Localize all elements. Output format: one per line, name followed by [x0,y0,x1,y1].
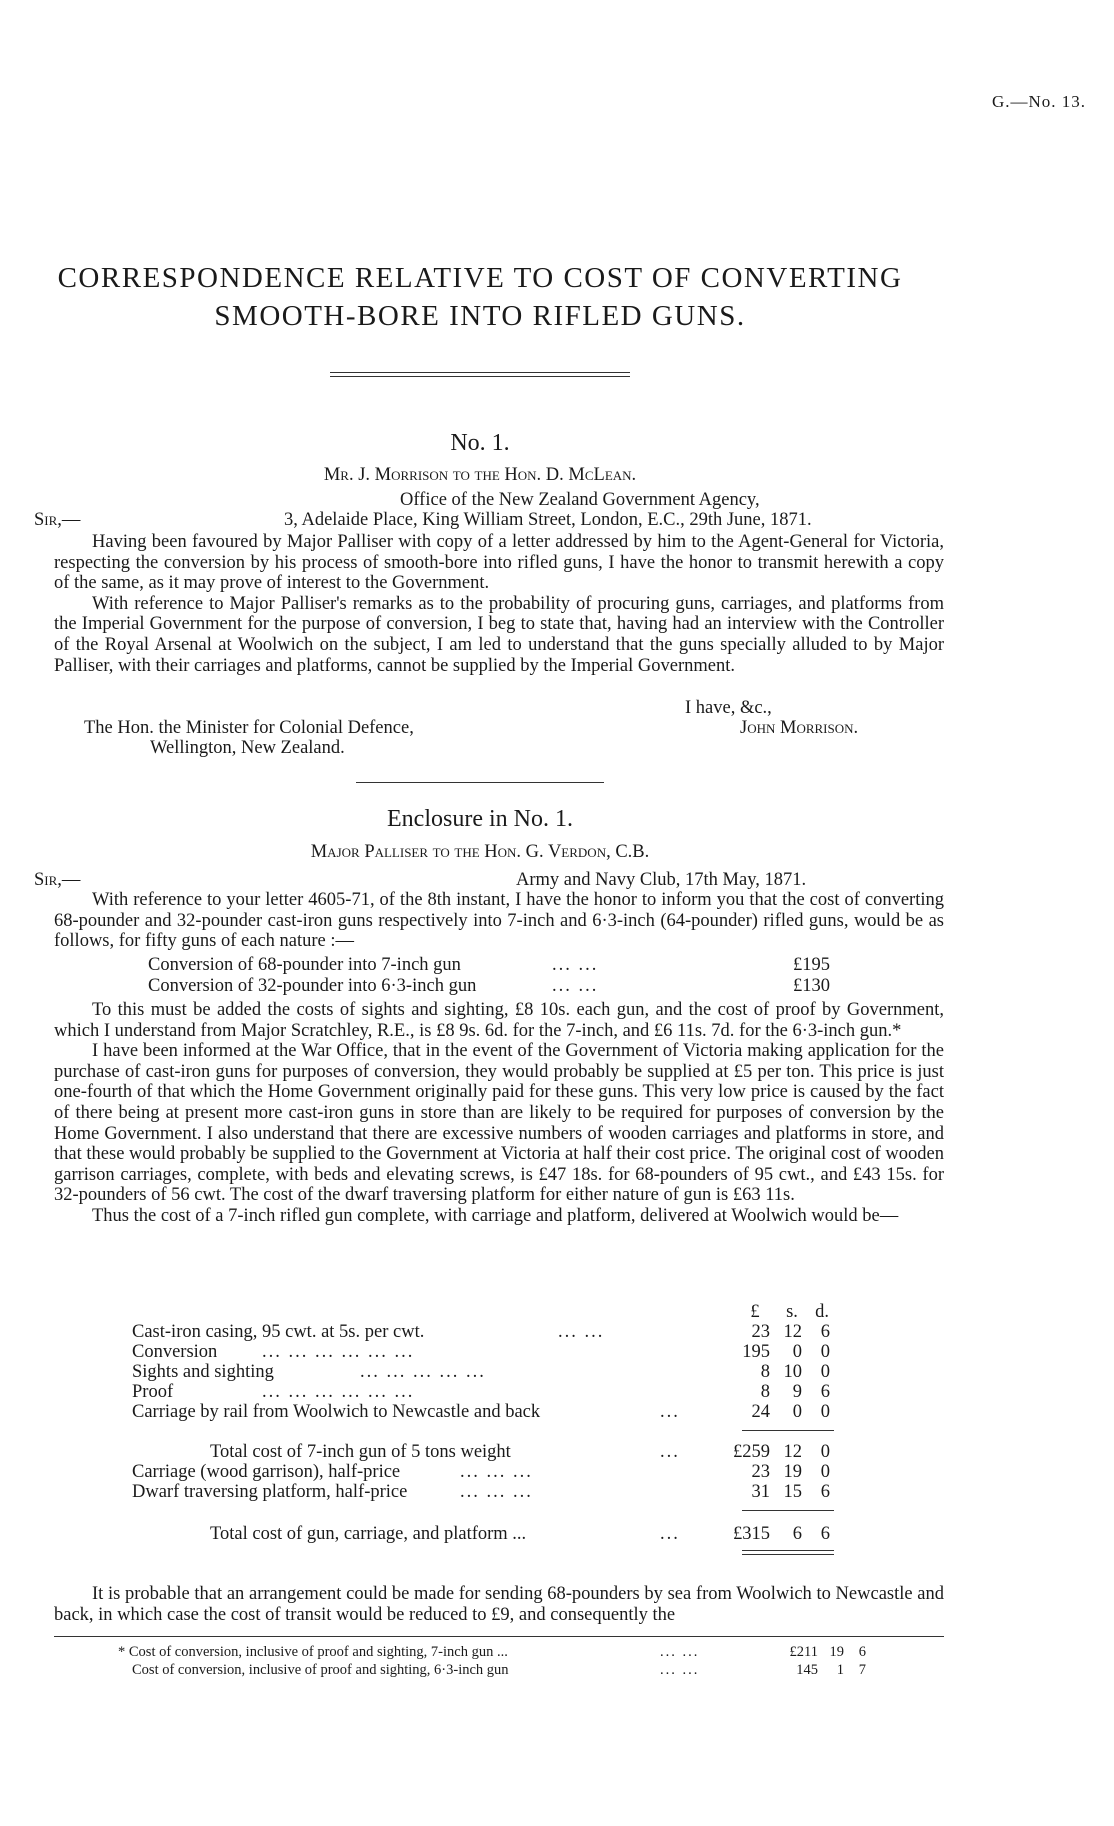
subtotal-rule [742,1430,834,1431]
subtotal-shillings: 12 [783,1442,802,1462]
letter-body [54,532,944,676]
enclosure-address: Army and Navy Club, 17th May, 1871. [516,870,807,890]
cost-pence: 0 [820,1402,830,1422]
total-shillings: 6 [792,1524,802,1544]
leader-dots: ... ... [558,1322,605,1342]
enclosure-intro [54,890,944,952]
conversion-label: Conversion of 68-pounder into 7-inch gun [148,955,461,975]
cost-item-label: Dwarf traversing platform, half-price [132,1482,408,1502]
total-pounds: £315 [733,1524,770,1544]
enclosure-closing [54,1584,944,1625]
letter-address-line-1: Office of the New Zealand Government Agency, [400,490,760,510]
conversion-value: £195 [793,955,830,975]
cost-pence: 0 [820,1362,830,1382]
section-divider [356,782,604,783]
cost-pence: 6 [820,1322,830,1342]
enclosure-paragraph: With reference to your letter 4605-71, of the 8th instant, I have the honor to inform you that the cost of converting 68-pounder and 32-pounder cast-iron guns respectively into 7-inch and 6·3-inch (64-pounder) rifled guns, would be as follows, for fifty guns of each nature :— [54,890,944,952]
leader-dots: ... [660,1402,680,1422]
footnote-pence: 7 [858,1662,866,1678]
enclosure-paragraph: It is probable that an arrangement could be made for sending 68-pounders by sea from Woolwich to Newcastle and back, in which case the cost of transit would be reduced to £9, and consequently the [54,1584,944,1625]
cost-pounds: 8 [760,1362,770,1382]
cost-pounds: 31 [751,1482,770,1502]
title-divider [330,372,630,377]
letter-paragraph: Having been favoured by Major Palliser with copy of a letter addressed by him to the Agent-General for Victoria, respecting the conversion by his process of smooth-bore into rifled guns, I have the honor to transmit herewith a copy of the same, as it may prove of interest to the Government. [54,532,944,594]
leader-dots: ... ... ... [460,1482,533,1502]
letter-paragraph: With reference to Major Palliser's remarks as to the probability of procuring guns, carriages, and platforms from the Imperial Government for the purpose of conversion, I beg to state that, having had an interview with the Controller of the Royal Arsenal at Woolwich on the subject, I am led to understand that the guns specially alluded to by Major Palliser, with their carriages and platforms, cannot be supplied by the Imperial Government. [54,593,944,676]
footnote-pence: 6 [858,1644,866,1660]
enclosure-salutation: Sir,— [34,870,81,890]
leader-dots: ... ... [552,955,599,975]
total-rule [742,1510,834,1511]
cost-item-label: Proof [132,1382,174,1402]
enclosure-body [54,1000,944,1227]
leader-dots: ... [660,1524,680,1544]
cost-pence: 0 [820,1462,830,1482]
cost-shillings: 10 [783,1362,802,1382]
letter-from-to: Mr. J. Morrison to the Hon. D. McLean. [323,465,637,485]
cost-pounds: 23 [751,1322,770,1342]
enclosure-heading: Enclosure in No. 1. [387,806,573,832]
footnote-shillings: 1 [836,1662,844,1678]
footnote-pounds: £211 [789,1644,818,1660]
document-title-line-1: CORRESPONDENCE RELATIVE TO COST OF CONVERTING [57,262,903,294]
conversion-value: £130 [793,976,830,996]
footnote-shillings: 19 [829,1644,844,1660]
cost-item-label: Conversion [132,1342,218,1362]
cost-pence: 0 [820,1342,830,1362]
column-header-pounds: £ [750,1302,760,1322]
letter-closing: I have, &c., [685,698,772,718]
footnote-label: * Cost of conversion, inclusive of proof and sighting, 7-inch gun ... [118,1644,508,1660]
cost-item-label: Carriage by rail from Woolwich to Newcastle and back [132,1402,541,1422]
letter-salutation: Sir,— [34,510,81,530]
cost-shillings: 15 [783,1482,802,1502]
column-header-pence: d. [815,1302,829,1322]
cost-shillings: 9 [792,1382,802,1402]
total-label: Total cost of gun, carriage, and platform ... [210,1524,527,1544]
leader-dots: ... ... [660,1644,700,1660]
cost-shillings: 0 [792,1342,802,1362]
footnote-rule [54,1636,944,1637]
subtotal-pence: 0 [820,1442,830,1462]
subtotal-pounds: £259 [733,1442,770,1462]
cost-item-label: Cast-iron casing, 95 cwt. at 5s. per cwt. [132,1322,425,1342]
letter-heading: No. 1. [450,430,510,456]
leader-dots: ... ... ... ... ... [360,1362,486,1382]
cost-pence: 6 [820,1382,830,1402]
letter-signature: John Morrison. [740,718,859,738]
letter-address-line-2: 3, Adelaide Place, King William Street, London, E.C., 29th June, 1871. [284,510,812,530]
column-header-shillings: s. [786,1302,798,1322]
cost-pounds: 195 [742,1342,770,1362]
leader-dots: ... ... ... ... ... ... [262,1342,415,1362]
enclosure-paragraph: Thus the cost of a 7-inch rifled gun complete, with carriage and platform, delivered at Woolwich would be— [92,1205,899,1226]
document-title-line-2: SMOOTH-BORE INTO RIFLED GUNS. [214,300,746,332]
enclosure-paragraph: I have been informed at the War Office, that in the event of the Government of Victoria making application for the purchase of cast-iron guns for purposes of conversion, they would probably be supplied at £5 per ton. This price is just one-fourth of that which the Home Government originally paid for these guns. This very low price is caused by the fact of there being at present more cast-iron guns in store than are likely to be required for purposes of conversion by the Home Government. I also understand that there are excessive numbers of wooden carriages and platforms in store, and that these would probably be supplied to the Government at Victoria at half their cost price. The original cost of wooden garrison carriages, complete, with beds and elevating screws, is £47 18s. for 68-pounders of 95 cwt., and £43 15s. for 32-pounders of 56 cwt. The cost of the dwarf traversing platform for either nature of gun is £63 11s. [54,1041,944,1206]
footnote-pounds: 145 [796,1662,818,1678]
leader-dots: ... [660,1442,680,1462]
cost-pence: 6 [820,1482,830,1502]
subtotal-label: Total cost of 7-inch gun of 5 tons weight [210,1442,511,1462]
enclosure-paragraph: To this must be added the costs of sights and sighting, £8 10s. each gun, and the cost of proof by Government, which I understand from Major Scratchley, R.E., is £8 9s. 6d. for the 7-inch, and £6 11s. 7d. for the 6·3-inch gun.* [54,1000,944,1041]
cost-item-label: Sights and sighting [132,1362,274,1382]
cost-item-label: Carriage (wood garrison), half-price [132,1462,401,1482]
cost-shillings: 0 [792,1402,802,1422]
conversion-label: Conversion of 32-pounder into 6·3-inch gun [148,976,477,996]
page-reference: G.—No. 13. [991,92,1086,111]
footnote-label: Cost of conversion, inclusive of proof and sighting, 6·3-inch gun [132,1662,509,1678]
leader-dots: ... ... ... ... ... ... [262,1382,415,1402]
cost-shillings: 19 [783,1462,802,1482]
cost-shillings: 12 [783,1322,802,1342]
letter-recipient-line-2: Wellington, New Zealand. [150,738,345,758]
leader-dots: ... ... ... [460,1462,533,1482]
total-double-rule [742,1550,834,1555]
letter-recipient-line-1: The Hon. the Minister for Colonial Defence, [84,718,414,738]
cost-pounds: 23 [751,1462,770,1482]
cost-pounds: 24 [751,1402,770,1422]
enclosure-from-to: Major Palliser to the Hon. G. Verdon, C.B. [310,842,650,862]
total-pence: 6 [820,1524,830,1544]
cost-pounds: 8 [760,1382,770,1402]
leader-dots: ... ... [552,976,599,996]
leader-dots: ... ... [660,1662,700,1678]
